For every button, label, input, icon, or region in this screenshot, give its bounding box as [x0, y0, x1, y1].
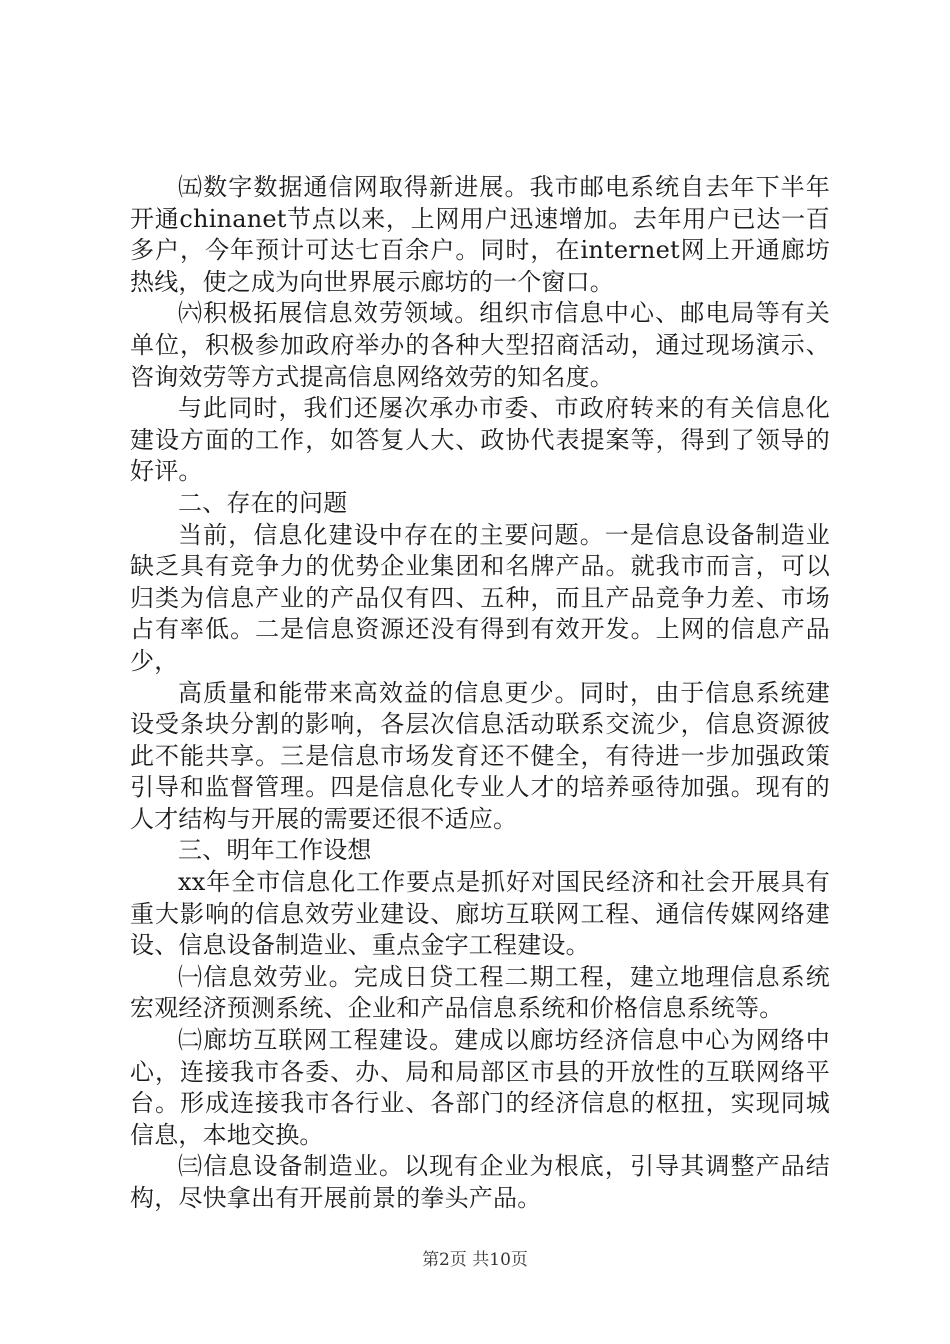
- paragraph-main-problems: 当前，信息化建设中存在的主要问题。一是信息设备制造业缺乏具有竞争力的优势企业集团和名牌产品。就我市而言，可以归类为信息产业的产品仅有四、五种，而且产品竞争力差、市场占有率低。二是信息资源还没有得到有效开发。上网的信息产品少，: [130, 520, 830, 675]
- paragraph-meanwhile: 与此同时，我们还屡次承办市委、市政府转来的有关信息化建设方面的工作，如答复人大、政协代表提案等，得到了领导的好评。: [130, 394, 830, 486]
- paragraph-info-service-field: ㈥积极拓展信息效劳领域。组织市信息中心、邮电局等有关单位，积极参加政府举办的各种大型招商活动，通过现场演示、咨询效劳等方式提高信息网络效劳的知名度。: [130, 299, 830, 391]
- paragraph-info-service-industry: ㈠信息效劳业。完成日贷工程二期工程，建立地理信息系统宏观经济预测系统、企业和产品信息系统和价格信息系统等。: [130, 962, 830, 1023]
- paragraph-work-key-points: xx年全市信息化工作要点是抓好对国民经济和社会开展具有重大影响的信息效劳业建设、廊坊互联网工程、通信传媒网络建设、信息设备制造业、重点金字工程建设。: [130, 868, 830, 960]
- paragraph-digital-network: ㈤数字数据通信网取得新进展。我市邮电系统自去年下半年开通chinanet节点以来，上网用户迅速增加。去年用户已达一百多户，今年预计可达七百余户。同时，在internet网上开通廊坊热线，使之成为向世界展示廊坊的一个窗口。: [130, 173, 830, 296]
- page-number-footer: 第2页 共10页: [422, 1250, 528, 1270]
- document-body: [130, 172, 830, 1215]
- section-heading-next-year: 三、明年工作设想: [178, 836, 372, 865]
- paragraph-equipment-manufacturing: ㈢信息设备制造业。以现有企业为根底，引导其调整产品结构，尽快拿出有开展前景的拳头产品。: [130, 1152, 830, 1212]
- section-heading-problems: 二、存在的问题: [178, 488, 348, 517]
- paragraph-internet-project: ㈡廊坊互联网工程建设。建成以廊坊经济信息中心为网络中心，连接我市各委、办、局和局部区市县的开放性的互联网络平台。形成连接我市各行业、各部门的经济信息的枢扭，实现同城信息，本地交换。: [130, 1026, 830, 1149]
- paragraph-problems-continued: 高质量和能带来高效益的信息更少。同时，由于信息系统建设受条块分割的影响，各层次信息活动联系交流少，信息资源彼此不能共享。三是信息市场发育还不健全，有待进一步加强政策引导和监督管理。四是信息化专业人才的培养亟待加强。现有的人才结构与开展的需要还很不适应。: [130, 678, 830, 833]
